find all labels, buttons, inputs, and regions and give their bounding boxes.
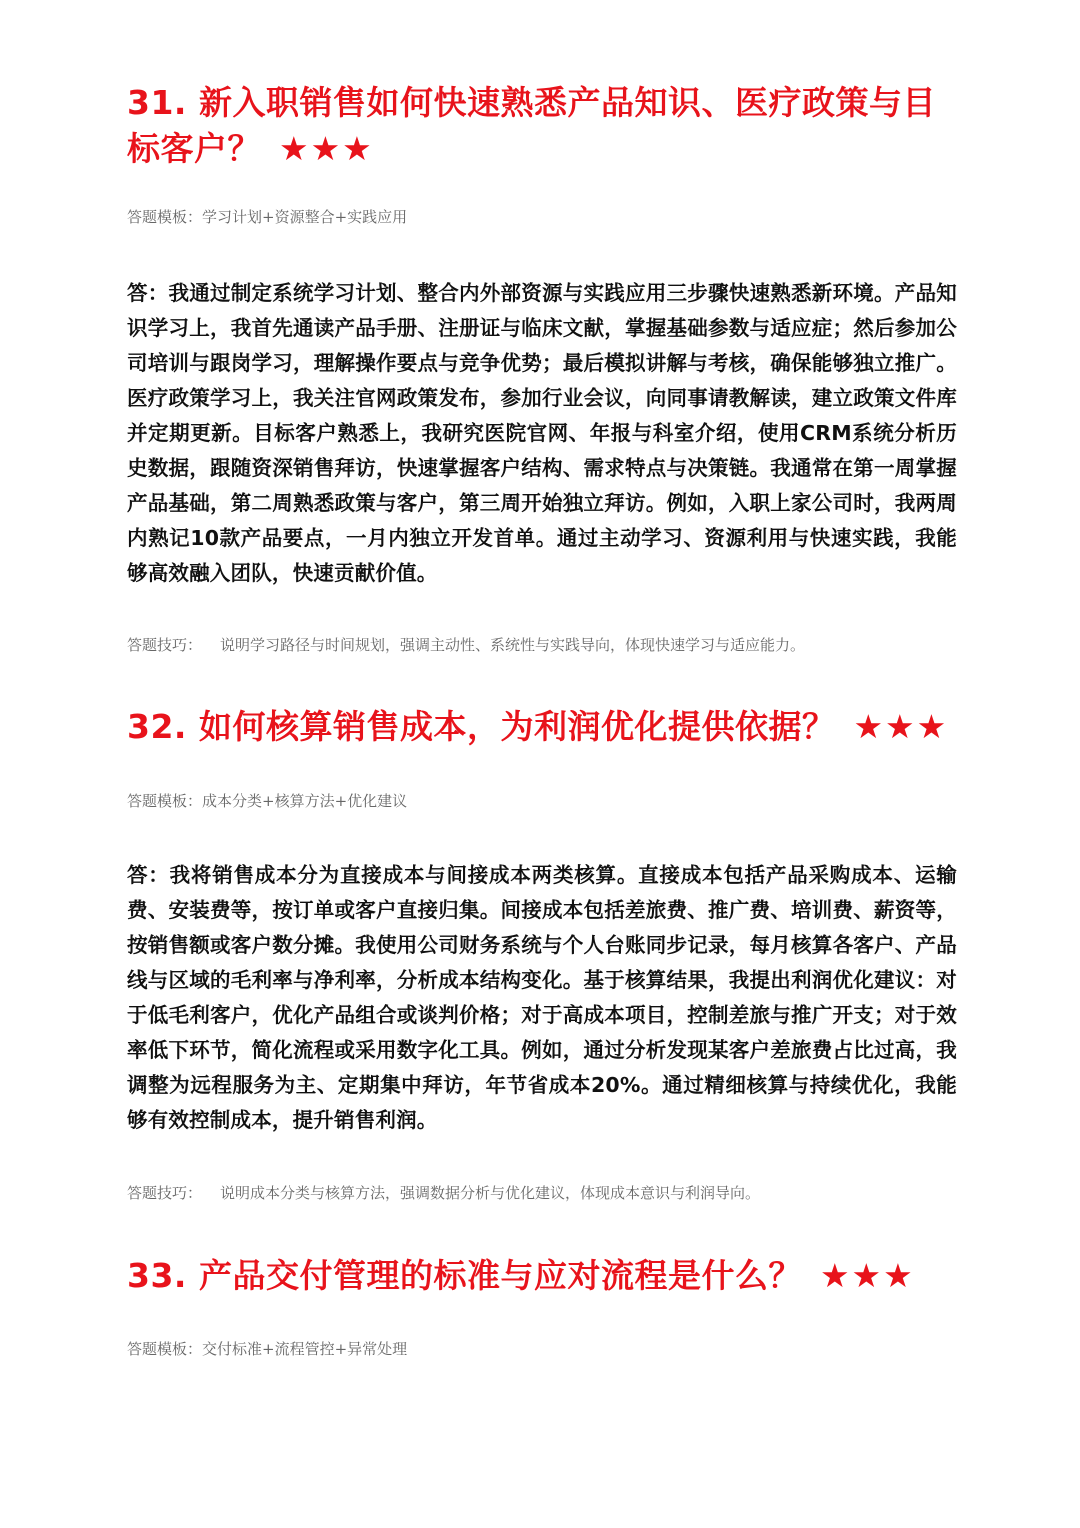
question-33-template: 答题模板：交付标准+流程管控+异常处理 xyxy=(127,1340,408,1358)
difficulty-stars: ★★★ xyxy=(853,707,949,746)
question-32-title xyxy=(127,704,957,750)
question-31-title xyxy=(127,80,957,172)
question-31-tips xyxy=(127,634,957,656)
question-32-template: 答题模板：成本分类+核算方法+优化建议 xyxy=(127,792,408,810)
question-31-answer: 答：我通过制定系统学习计划、整合内外部资源与实践应用三步骤快速熟悉新环境。产品知识学习上，我首先通读产品手册、注册证与临床文献，掌握基础参数与适应症；然后参加公司培训与跟岗学习，理解操作要点与竞争优势；最后模拟讲解与考核，确保能够独立推广。医疗政策学习上，我关注官网政策发布，参加行业会议，向同事请教解读，建立政策文件库并定期更新。目标客户熟悉上，我研究医院官网、年报与科室介绍，使用CRM系统分析历史数据，跟随资深销售拜访，快速掌握客户结构、需求特点与决策链。我通常在第一周掌握产品基础，第二周熟悉政策与客户，第三周开始独立拜访。例如，入职上家公司时，我两周内熟记10款产品要点，一月内独立开发首单。通过主动学习、资源利用与快速实践，我能够高效融入团队，快速贡献价值。 xyxy=(127,281,957,585)
question-title-text: 32. 如何核算销售成本，为利润优化提供依据？ xyxy=(127,707,836,746)
tips-text: 说明学习路径与时间规划，强调主动性、系统性与实践导向，体现快速学习与适应能力。 xyxy=(220,636,806,654)
question-31-template: 答题模板：学习计划+资源整合+实践应用 xyxy=(127,208,408,226)
question-32-answer: 答：我将销售成本分为直接成本与间接成本两类核算。直接成本包括产品采购成本、运输费、安装费等，按订单或客户直接归集。间接成本包括差旅费、推广费、培训费、薪资等，按销售额或客户数分摊。我使用公司财务系统与个人台账同步记录，每月核算各客户、产品线与区域的毛利率与净利率，分析成本结构变化。基于核算结果，我提出利润优化建议：对于低毛利客户，优化产品组合或谈判价格；对于高成本项目，控制差旅与推广开支；对于效率低下环节，简化流程或采用数字化工具。例如，通过分析发现某客户差旅费占比过高，我调整为远程服务为主、定期集中拜访，年节省成本20%。通过精细核算与持续优化，我能够有效控制成本，提升销售利润。 xyxy=(127,863,957,1132)
difficulty-stars: ★★★ xyxy=(819,1256,915,1295)
tips-label: 答题技巧： xyxy=(127,1184,203,1202)
question-title-text: 31. 新入职销售如何快速熟悉产品知识、医疗政策与目标客户？ xyxy=(127,83,936,168)
question-33-title xyxy=(127,1253,957,1299)
question-title-text: 33. 产品交付管理的标准与应对流程是什么？ xyxy=(127,1256,802,1295)
tips-text: 说明成本分类与核算方法，强调数据分析与优化建议，体现成本意识与利润导向。 xyxy=(220,1184,761,1202)
tips-label: 答题技巧： xyxy=(127,636,203,654)
question-32-tips xyxy=(127,1182,957,1204)
difficulty-stars: ★★★ xyxy=(279,129,374,168)
